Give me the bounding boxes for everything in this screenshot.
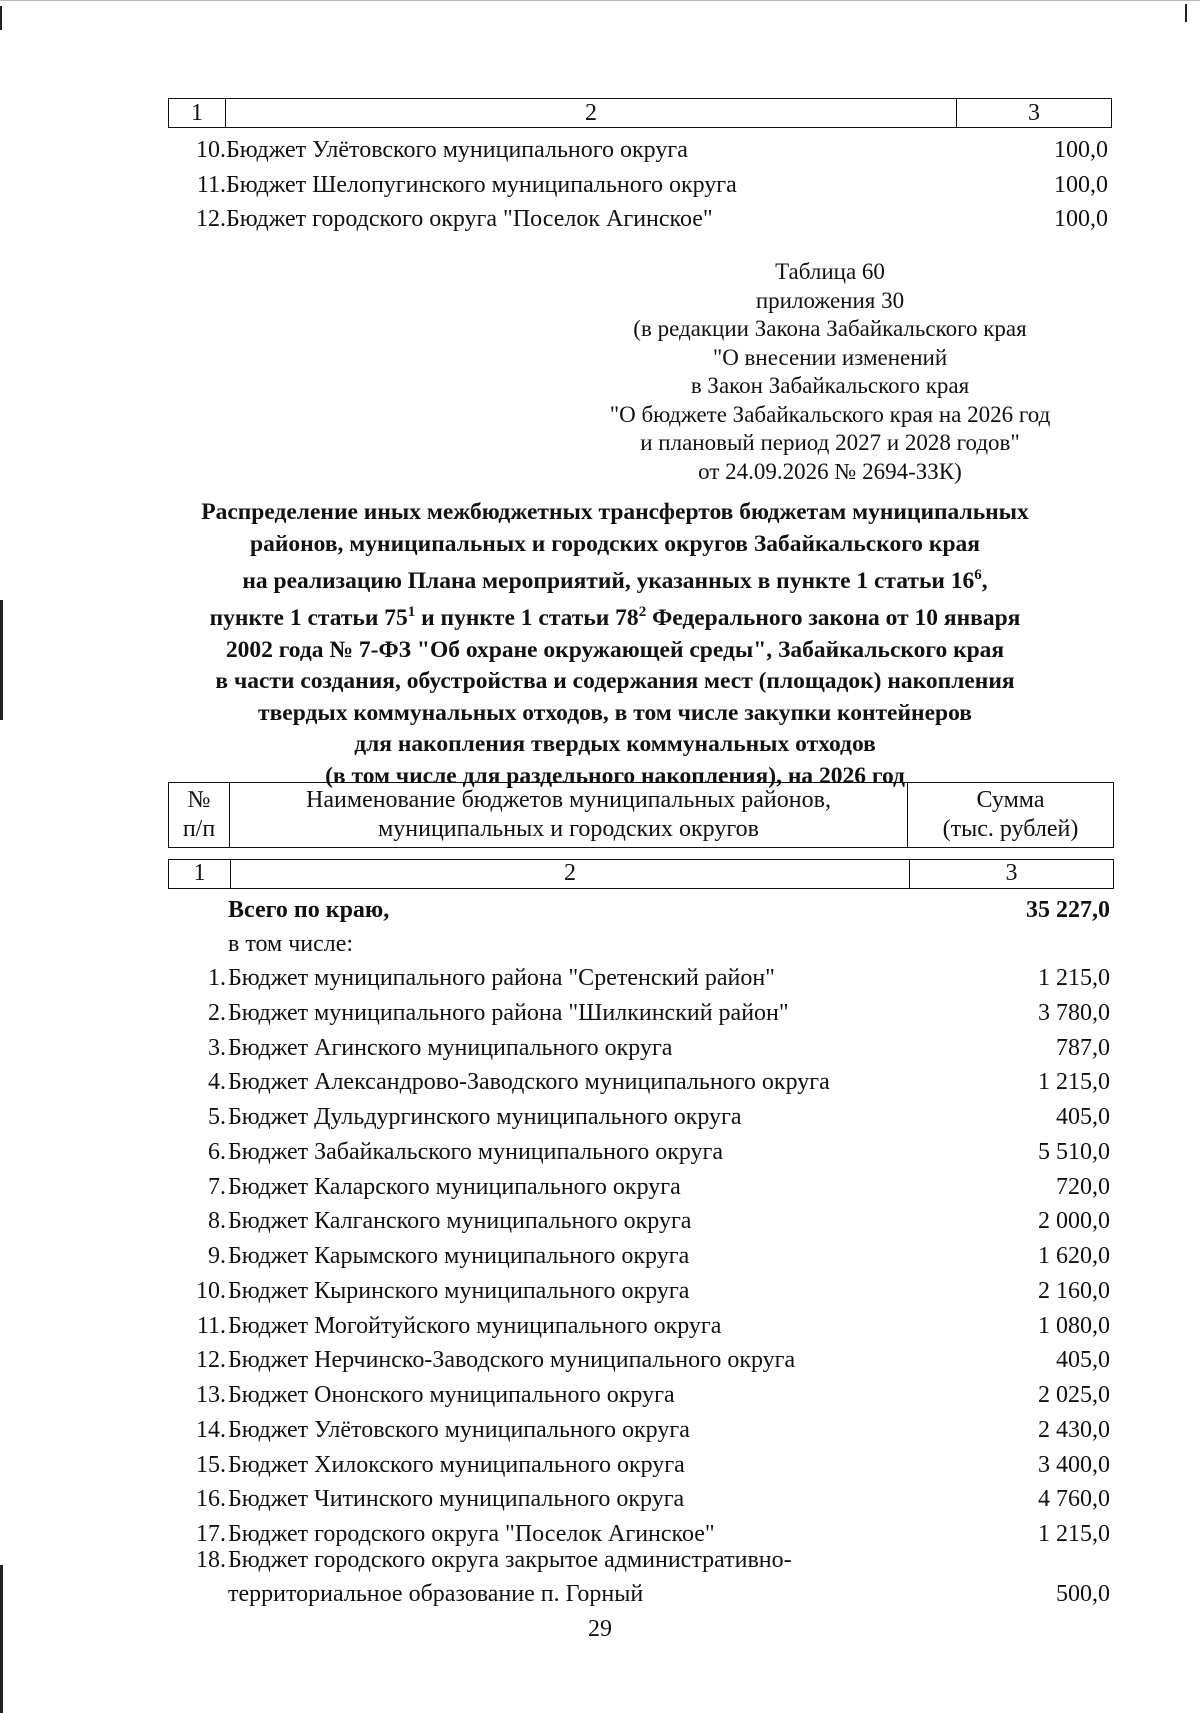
including-row xyxy=(168,927,1112,961)
caption-line: "О бюджете Забайкальского края на 2026 год xyxy=(609,401,1051,427)
row-number: 15. xyxy=(196,1451,226,1478)
table-row xyxy=(168,1378,1112,1412)
title-text: , xyxy=(981,567,988,594)
row-sum: 500,0 xyxy=(1056,1581,1110,1607)
scan-border-top xyxy=(0,0,1200,1)
row-budget-name: Бюджет Кыринского муниципального округа xyxy=(228,1277,690,1304)
including-label: в том числе: xyxy=(228,931,354,957)
title-text: Федерального закона от 10 января xyxy=(646,605,1021,632)
row-number: 10. xyxy=(196,1277,226,1304)
row-budget-name: Бюджет Карымского муниципального округа xyxy=(228,1243,690,1269)
top-table-row xyxy=(168,202,1112,236)
table-row xyxy=(168,1135,1112,1169)
row-budget-name: Бюджет городского округа "Поселок Агинское" xyxy=(226,206,713,232)
row-sum: 1 215,0 xyxy=(1038,965,1110,991)
table-row xyxy=(168,961,1112,995)
row-number: 4. xyxy=(208,1069,226,1096)
header-name-column xyxy=(230,783,908,847)
title-text: на реализацию Плана мероприятий, указанных в пункте 1 статьи 16 xyxy=(242,567,975,594)
table-row-last xyxy=(168,1543,1112,1613)
row-name-line: Бюджет городского округа закрытое административно- xyxy=(228,1547,792,1573)
table-row xyxy=(168,996,1112,1030)
title-text: и пункте 1 статьи 78 xyxy=(415,605,639,632)
row-number: 5. xyxy=(208,1104,226,1130)
row-sum: 1 080,0 xyxy=(1038,1312,1110,1339)
row-budget-name: Бюджет Улётовского муниципального округа xyxy=(228,1416,690,1443)
caption-line: приложения 30 xyxy=(755,287,905,313)
main-col-index-1: 1 xyxy=(169,860,231,888)
caption-line: от 24.09.2026 № 2694-ЗЗК) xyxy=(698,458,962,484)
row-sum: 2 025,0 xyxy=(1038,1382,1110,1408)
row-number: 1. xyxy=(208,965,226,991)
row-sum: 2 160,0 xyxy=(1038,1277,1110,1304)
header-number-line: № xyxy=(187,787,211,813)
table-row xyxy=(168,1204,1112,1238)
page-number: 29 xyxy=(588,1616,612,1642)
top-table-row xyxy=(168,168,1112,202)
scan-edge-mark-left-upper xyxy=(0,6,2,30)
row-budget-name: Бюджет Калганского муниципального округа xyxy=(228,1208,692,1235)
table-row xyxy=(168,1239,1112,1273)
row-name-line: территориальное образование п. Горный xyxy=(228,1581,644,1607)
title-superscript: 6 xyxy=(974,567,982,583)
table-row xyxy=(168,1170,1112,1204)
row-number: 14. xyxy=(196,1416,226,1443)
document-title xyxy=(120,497,1110,792)
title-line xyxy=(120,597,1110,634)
row-budget-name: Бюджет Улётовского муниципального округа xyxy=(226,137,688,163)
caption-line: Таблица 60 xyxy=(775,259,885,284)
row-sum: 1 620,0 xyxy=(1038,1243,1110,1269)
row-budget-name: Бюджет муниципального района "Сретенский район" xyxy=(228,965,775,991)
row-sum: 1 215,0 xyxy=(1038,1521,1110,1547)
row-budget-name: Бюджет Читинского муниципального округа xyxy=(228,1486,685,1513)
row-sum: 3 400,0 xyxy=(1038,1451,1110,1478)
main-table-header xyxy=(168,782,1114,848)
header-sum-line: (тыс. рублей) xyxy=(942,816,1079,842)
top-table-column-index xyxy=(168,98,1112,128)
row-sum: 720,0 xyxy=(1056,1173,1110,1200)
main-table-column-index xyxy=(168,859,1114,889)
row-number: 9. xyxy=(208,1243,226,1269)
table-row xyxy=(168,1065,1112,1099)
table-row xyxy=(168,1031,1112,1065)
top-col-index-2: 2 xyxy=(226,99,957,127)
table-row xyxy=(168,1482,1112,1516)
row-number: 18. xyxy=(196,1547,226,1573)
header-number-column xyxy=(169,783,230,847)
row-sum: 100,0 xyxy=(1054,172,1108,198)
title-line: для накопления твердых коммунальных отходов xyxy=(354,731,876,758)
caption-line: и плановый период 2027 и 2028 годов" xyxy=(640,430,1020,455)
total-label: Всего по краю, xyxy=(228,897,390,923)
row-sum: 4 760,0 xyxy=(1038,1486,1110,1513)
row-budget-name xyxy=(228,1543,792,1611)
row-budget-name: Бюджет Забайкальского муниципального округа xyxy=(228,1138,724,1165)
table-row xyxy=(168,1100,1112,1134)
table-row xyxy=(168,1309,1112,1343)
row-budget-name: Бюджет Каларского муниципального округа xyxy=(228,1173,681,1200)
title-superscript: 1 xyxy=(407,604,416,621)
scan-edge-mark-top-right xyxy=(1185,4,1187,22)
row-sum: 405,0 xyxy=(1056,1347,1110,1374)
caption-line: "О внесении изменений xyxy=(712,344,948,370)
row-number: 8. xyxy=(208,1208,226,1235)
row-budget-name: Бюджет Дульдургинского муниципального округа xyxy=(228,1104,742,1130)
row-budget-name: Бюджет Агинского муниципального округа xyxy=(228,1034,673,1061)
row-sum: 5 510,0 xyxy=(1038,1138,1110,1165)
header-sum-line: Сумма xyxy=(976,787,1045,813)
title-line: Распределение иных межбюджетных трансфертов бюджетам муниципальных xyxy=(201,499,1029,525)
caption-line: в Закон Забайкальского края xyxy=(690,373,970,398)
row-number: 3. xyxy=(208,1034,226,1061)
header-number-line: п/п xyxy=(182,816,216,842)
row-number: 12. xyxy=(196,206,226,232)
row-sum: 100,0 xyxy=(1054,137,1108,163)
row-number: 17. xyxy=(196,1521,226,1547)
row-budget-name: Бюджет Александрово-Заводского муниципального округа xyxy=(228,1069,830,1096)
table-row xyxy=(168,1274,1112,1308)
title-superscript: 2 xyxy=(638,604,647,621)
row-number: 2. xyxy=(208,999,226,1026)
title-line: 2002 года № 7-ФЗ "Об охране окружающей среды", Забайкальского края xyxy=(225,636,1005,663)
table-row xyxy=(168,1343,1112,1377)
row-number: 16. xyxy=(196,1486,226,1513)
row-budget-name: Бюджет муниципального района "Шилкинский район" xyxy=(228,999,789,1026)
title-line: в части создания, обустройства и содержания мест (площадок) накопления xyxy=(215,668,1015,695)
top-col-index-3: 3 xyxy=(1028,100,1040,126)
row-number: 13. xyxy=(196,1382,226,1408)
table-caption xyxy=(540,258,1120,486)
top-table-row xyxy=(168,133,1112,167)
row-sum: 787,0 xyxy=(1056,1034,1110,1061)
total-sum: 35 227,0 xyxy=(1026,897,1110,923)
row-budget-name: Бюджет Ононского муниципального округа xyxy=(228,1382,675,1408)
top-col-index-1: 1 xyxy=(169,99,226,127)
header-name-line: Наименование бюджетов муниципальных районов, xyxy=(306,787,831,813)
row-sum: 405,0 xyxy=(1056,1104,1110,1130)
title-line: районов, муниципальных и городских округов Забайкальского края xyxy=(250,530,980,557)
main-col-index-3: 3 xyxy=(1005,860,1018,886)
scan-edge-mark-left-middle xyxy=(0,600,3,720)
row-number: 11. xyxy=(196,1312,226,1339)
row-sum: 2 000,0 xyxy=(1038,1208,1110,1235)
title-line: (в том числе для раздельного накопления), на 2026 год xyxy=(325,762,905,789)
header-name-line: муниципальных и городских округов xyxy=(378,816,759,842)
row-budget-name: Бюджет Нерчинско-Заводского муниципального округа xyxy=(228,1347,796,1374)
row-number: 12. xyxy=(196,1347,226,1374)
header-sum-column xyxy=(908,783,1113,847)
table-row xyxy=(168,1448,1112,1482)
row-number: 11. xyxy=(196,172,226,198)
main-col-index-2: 2 xyxy=(231,860,910,888)
row-budget-name: Бюджет Шелопугинского муниципального округа xyxy=(226,172,737,198)
title-line xyxy=(120,560,1110,597)
table-row xyxy=(168,1413,1112,1447)
row-budget-name: Бюджет Могойтуйского муниципального округа xyxy=(228,1312,722,1339)
caption-line: (в редакции Закона Забайкальского края xyxy=(633,316,1027,341)
row-sum: 100,0 xyxy=(1054,206,1108,232)
total-row xyxy=(168,893,1112,927)
row-sum: 3 780,0 xyxy=(1038,999,1110,1026)
title-line: твердых коммунальных отходов, в том числе закупки контейнеров xyxy=(258,699,972,726)
row-sum: 1 215,0 xyxy=(1038,1069,1110,1096)
row-number: 6. xyxy=(208,1138,226,1165)
row-sum: 2 430,0 xyxy=(1038,1416,1110,1443)
row-budget-name: Бюджет Хилокского муниципального округа xyxy=(228,1451,685,1478)
row-number: 7. xyxy=(208,1173,226,1200)
row-number: 10. xyxy=(196,137,226,163)
title-text: пункте 1 статьи 75 xyxy=(209,605,408,632)
row-budget-name: Бюджет городского округа "Поселок Агинское" xyxy=(228,1521,715,1547)
